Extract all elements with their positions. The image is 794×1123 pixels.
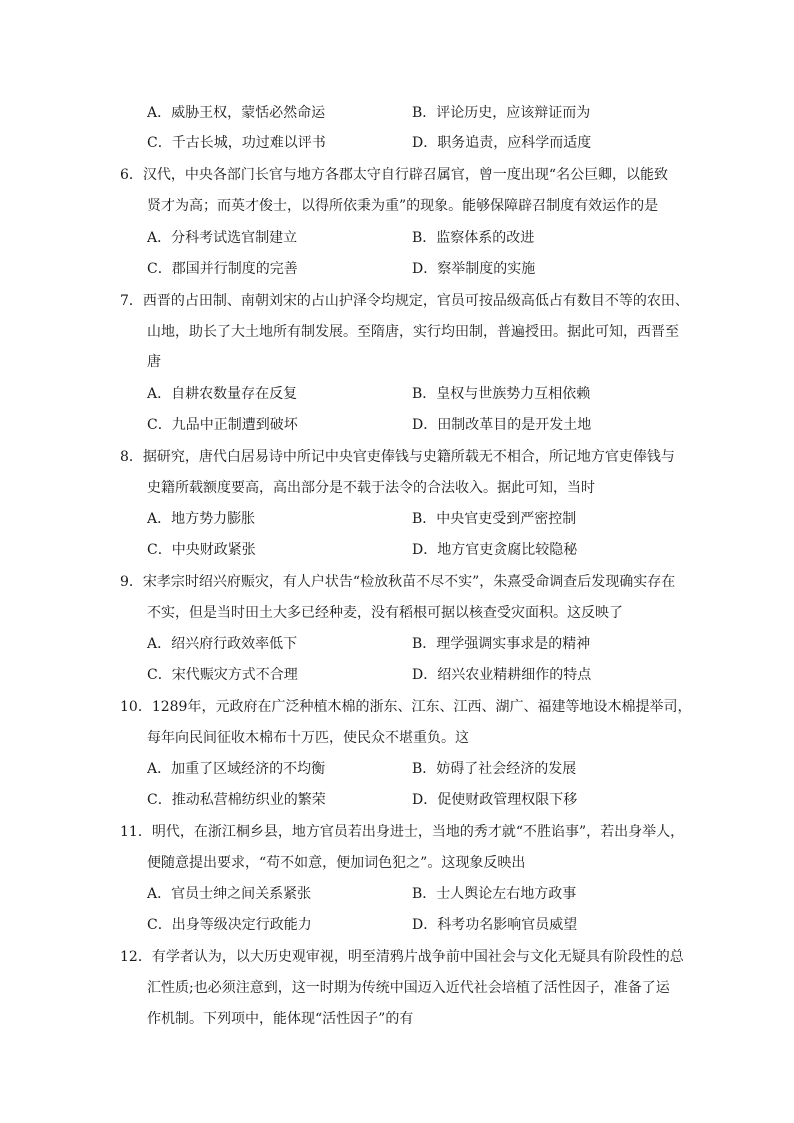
q6-option-b[interactable]: B．监察体系的改进 (412, 230, 535, 246)
q7-option-a[interactable]: A．自耕农数量存在反复 (147, 386, 298, 402)
q7-option-c[interactable]: C．九品中正制遭到破坏 (147, 417, 298, 433)
q7-option-b[interactable]: B．皇权与世族势力互相依赖 (412, 386, 591, 402)
q5-option-b[interactable]: B．评论历史，应该辩证而为 (412, 105, 591, 121)
q11-options-row-1 (0, 883, 794, 905)
q10-option-a[interactable]: A．加重了区域经济的不均衡 (147, 761, 326, 777)
q8-option-b[interactable]: B．中央官吏受到严密控制 (412, 511, 577, 527)
q7-stem-line-1: 7．西晋的占田制、南朝刘宋的占山护泽令均规定，官员可按品级高低占有数目不等的农田、 (120, 293, 689, 309)
q5-options-row-2 (0, 132, 794, 154)
q10-options-row-2 (0, 789, 794, 811)
q8-options-row-1 (0, 508, 794, 530)
q11-options-row-2 (0, 914, 794, 936)
q8-option-d[interactable]: D．地方官吏贪腐比较隐秘 (412, 542, 578, 558)
q6-option-d[interactable]: D．察举制度的实施 (412, 261, 536, 277)
q8-option-c[interactable]: C．中央财政紧张 (147, 542, 256, 558)
q5-option-c[interactable]: C．千古长城，功过难以评书 (147, 135, 326, 151)
q7-stem-line-3: 唐 (147, 354, 161, 370)
q5-options-row-1 (0, 102, 794, 124)
q12-stem-line-2: 汇性质;也必须注意到，这一时期为传统中国迈入近代社会培植了活性因子，准备了运 (147, 980, 670, 996)
q11-option-a[interactable]: A．官员士绅之间关系紧张 (147, 886, 312, 902)
q9-option-a[interactable]: A．绍兴府行政效率低下 (147, 636, 298, 652)
q8-option-a[interactable]: A．地方势力膨胀 (147, 511, 256, 527)
q10-options-row-1 (0, 758, 794, 780)
q11-stem-line-1: 11．明代，在浙江桐乡县，地方官员若出身进士，当地的秀才就“不胜谄事”，若出身举人， (120, 824, 685, 840)
q5-option-a[interactable]: A．威胁王权，蒙恬必然命运 (147, 105, 326, 121)
q5-option-d[interactable]: D．职务追责，应科学而适度 (412, 135, 592, 151)
q6-options-row-1 (0, 227, 794, 249)
q11-option-d[interactable]: D．科考功名影响官员威望 (412, 917, 578, 933)
q9-stem-line-2: 不实，但是当时田土大多已经种麦，没有稻根可据以核查受灾面积。这反映了 (147, 605, 623, 621)
q7-option-d[interactable]: D．田制改革目的是开发土地 (412, 417, 592, 433)
q10-option-d[interactable]: D．促使财政管理权限下移 (412, 792, 578, 808)
q9-options-row-2 (0, 664, 794, 686)
q7-stem-line-2: 山地，助长了大土地所有制发展。至隋唐，实行均田制，普遍授田。据此可知，西晋至 (147, 324, 679, 340)
q10-option-b[interactable]: B．妨碍了社会经济的发展 (412, 761, 577, 777)
q6-stem-line-2: 贤才为高；而英才俊士，以得所依秉为重”的现象。能够保障辟召制度有效运作的是 (147, 198, 659, 214)
q11-stem-line-2: 便随意提出要求，“苟不如意，便加词色犯之”。这现象反映出 (147, 855, 526, 871)
q10-stem-line-2: 每年向民间征收木棉布十万匹，使民众不堪重负。这 (147, 730, 469, 746)
q8-stem-line-2: 史籍所载额度要高，高出部分是不载于法令的合法收入。据此可知，当时 (147, 480, 595, 496)
q6-options-row-2 (0, 258, 794, 280)
q6-option-a[interactable]: A．分科考试选官制建立 (147, 230, 298, 246)
q9-options-row-1 (0, 633, 794, 655)
q12-stem-line-1: 12．有学者认为，以大历史观审视，明至清鸦片战争前中国社会与文化无疑具有阶段性的总 (120, 949, 684, 965)
q11-option-c[interactable]: C．出身等级决定行政能力 (147, 917, 312, 933)
q7-options-row-1 (0, 383, 794, 405)
q11-option-b[interactable]: B．士人舆论左右地方政事 (412, 886, 577, 902)
q6-option-c[interactable]: C．郡国并行制度的完善 (147, 261, 298, 277)
q8-options-row-2 (0, 539, 794, 561)
q9-option-b[interactable]: B．理学强调实事求是的精神 (412, 636, 591, 652)
q9-option-d[interactable]: D．绍兴农业精耕细作的特点 (412, 667, 592, 683)
q7-options-row-2 (0, 414, 794, 436)
q10-option-c[interactable]: C．推动私营棉纺织业的繁荣 (147, 792, 326, 808)
q6-stem-line-1: 6．汉代，中央各部门长官与地方各郡太守自行辟召属官，曾一度出现“名公巨卿，以能致 (120, 167, 669, 183)
q8-stem-line-1: 8．据研究，唐代白居易诗中所记中央官吏俸钱与史籍所载无不相合，所记地方官吏俸钱与 (120, 449, 675, 465)
q9-option-c[interactable]: C．宋代赈灾方式不合理 (147, 667, 298, 683)
q10-stem-line-1: 10．1289年，元政府在广泛种植木棉的浙东、江东、江西、湖广、福建等地设木棉提举司， (120, 699, 692, 715)
q12-stem-line-3: 作机制。下列项中，能体现“活性因子”的有 (147, 1011, 414, 1027)
q9-stem-line-1: 9．宋孝宗时绍兴府赈灾，有人户状告“检放秋苗不尽不实”，朱熹受命调查后发现确实存在 (120, 574, 676, 590)
